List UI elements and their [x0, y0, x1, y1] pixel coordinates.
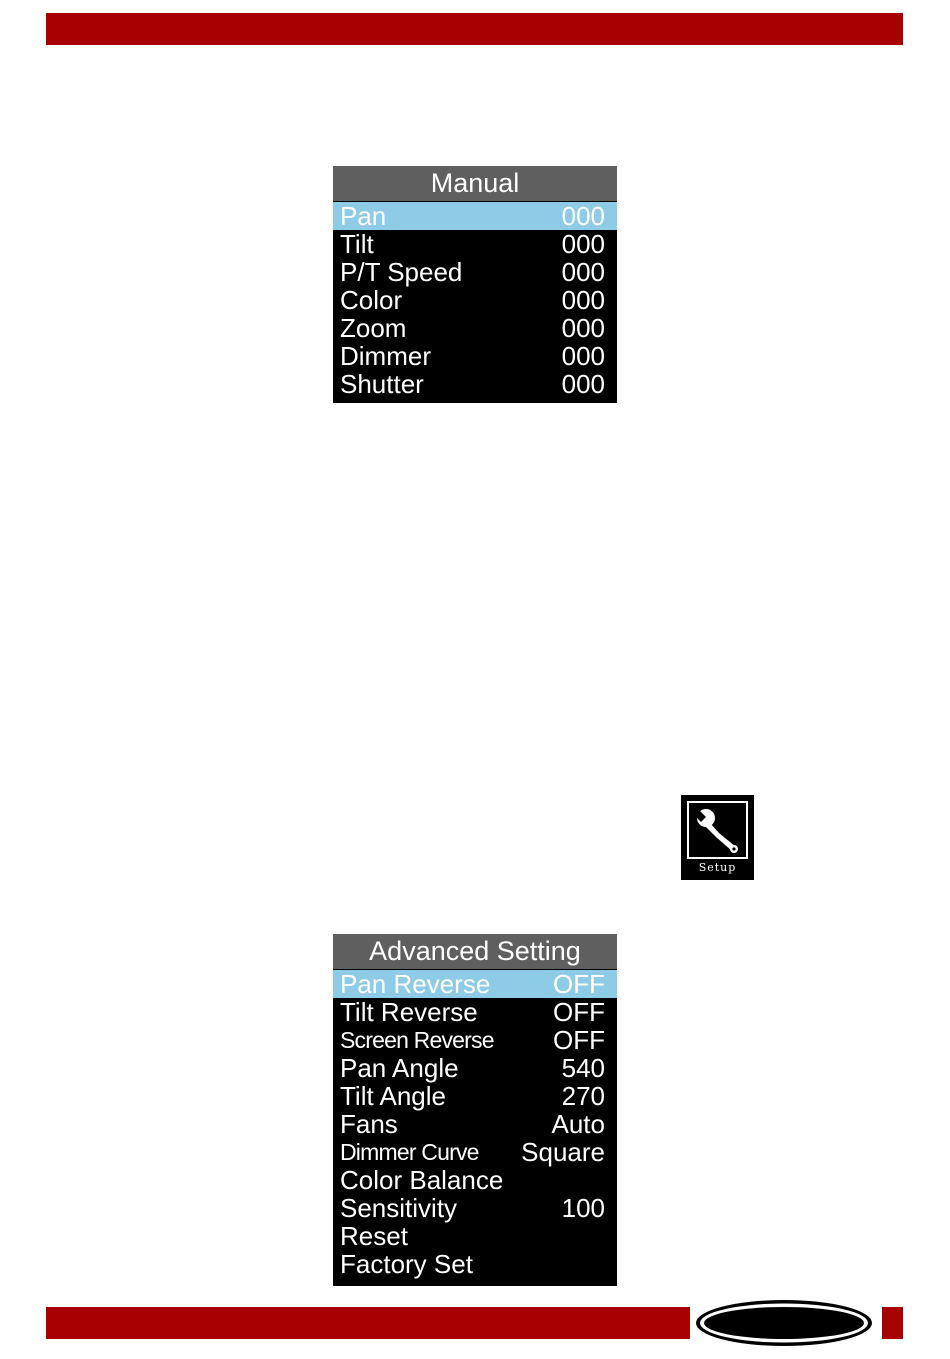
- advanced-menu-item-sensitivity[interactable]: [333, 1194, 617, 1222]
- advanced-menu-item-screen-reverse[interactable]: [333, 1026, 617, 1054]
- menu-item-value: 540: [561, 1053, 605, 1083]
- menu-item-label: P/T Speed: [340, 257, 463, 287]
- menu-item-value: 000: [561, 201, 605, 231]
- showtec-logo: [694, 1298, 878, 1348]
- manual-menu-title: Manual: [333, 166, 617, 201]
- menu-item-label: Zoom: [340, 313, 407, 343]
- menu-item-value: 100: [561, 1193, 605, 1223]
- menu-item-value: Auto: [551, 1109, 605, 1139]
- manual-menu-panel: [333, 166, 617, 403]
- advanced-menu-item-tilt-reverse[interactable]: [333, 998, 617, 1026]
- setup-icon-caption: Setup: [698, 861, 737, 874]
- manual-menu-item-tilt[interactable]: [333, 230, 617, 258]
- menu-item-value: Square: [521, 1137, 605, 1167]
- menu-item-label: Color: [340, 285, 403, 315]
- menu-item-label: Reset: [340, 1221, 408, 1251]
- setup-button[interactable]: [681, 795, 754, 880]
- menu-item-label: Dimmer: [340, 341, 431, 371]
- footer-bar: [46, 1307, 690, 1339]
- manual-menu-item-shutter[interactable]: [333, 370, 617, 398]
- menu-item-label: Tilt Reverse: [340, 997, 478, 1027]
- footer-bar-end: [882, 1307, 903, 1339]
- menu-item-value: 000: [561, 313, 605, 343]
- menu-item-label: Color Balance: [340, 1165, 504, 1195]
- menu-item-label: Pan Reverse: [340, 969, 491, 999]
- menu-item-label: Pan Angle: [340, 1053, 459, 1083]
- menu-item-value: 000: [561, 341, 605, 371]
- advanced-menu-item-fans[interactable]: [333, 1110, 617, 1138]
- wrench-icon: [689, 803, 746, 857]
- menu-item-value: 000: [561, 369, 605, 399]
- advanced-menu-title: Advanced Setting: [333, 934, 617, 969]
- manual-menu-item-color[interactable]: [333, 286, 617, 314]
- menu-item-value: 000: [561, 229, 605, 259]
- advanced-menu-item-tilt-angle[interactable]: [333, 1082, 617, 1110]
- manual-menu-item-dimmer[interactable]: [333, 342, 617, 370]
- advanced-menu-panel: [333, 934, 617, 1286]
- menu-item-value: OFF: [553, 969, 605, 999]
- menu-item-label: Tilt Angle: [340, 1081, 446, 1111]
- manual-menu-item-zoom[interactable]: [333, 314, 617, 342]
- advanced-menu-item-pan-angle[interactable]: [333, 1054, 617, 1082]
- menu-item-label: Pan: [340, 201, 387, 231]
- setup-icon-frame: [687, 801, 748, 859]
- menu-item-label: Tilt: [340, 229, 374, 259]
- menu-item-label: Shutter: [340, 369, 424, 399]
- menu-item-label: Sensitivity: [340, 1193, 458, 1223]
- advanced-menu-item-dimmer-curve[interactable]: [333, 1138, 617, 1166]
- advanced-menu-item-pan-reverse[interactable]: [333, 970, 617, 998]
- menu-item-value: 270: [561, 1081, 605, 1111]
- menu-item-label: Screen Reverse: [340, 1027, 494, 1053]
- header-bar: [46, 13, 903, 45]
- manual-menu-item-pt-speed[interactable]: [333, 258, 617, 286]
- advanced-menu-item-color-balance[interactable]: [333, 1166, 617, 1194]
- menu-item-value: OFF: [553, 1025, 605, 1055]
- menu-item-label: Dimmer Curve: [340, 1139, 479, 1165]
- menu-item-value: OFF: [553, 997, 605, 1027]
- menu-item-value: 000: [561, 257, 605, 287]
- menu-item-value: 000: [561, 285, 605, 315]
- menu-item-label: Fans: [340, 1109, 398, 1139]
- advanced-menu-item-reset[interactable]: [333, 1222, 617, 1250]
- manual-menu-item-pan[interactable]: [333, 202, 617, 230]
- menu-item-label: Factory Set: [340, 1249, 473, 1279]
- advanced-menu-item-factory-set[interactable]: [333, 1250, 617, 1278]
